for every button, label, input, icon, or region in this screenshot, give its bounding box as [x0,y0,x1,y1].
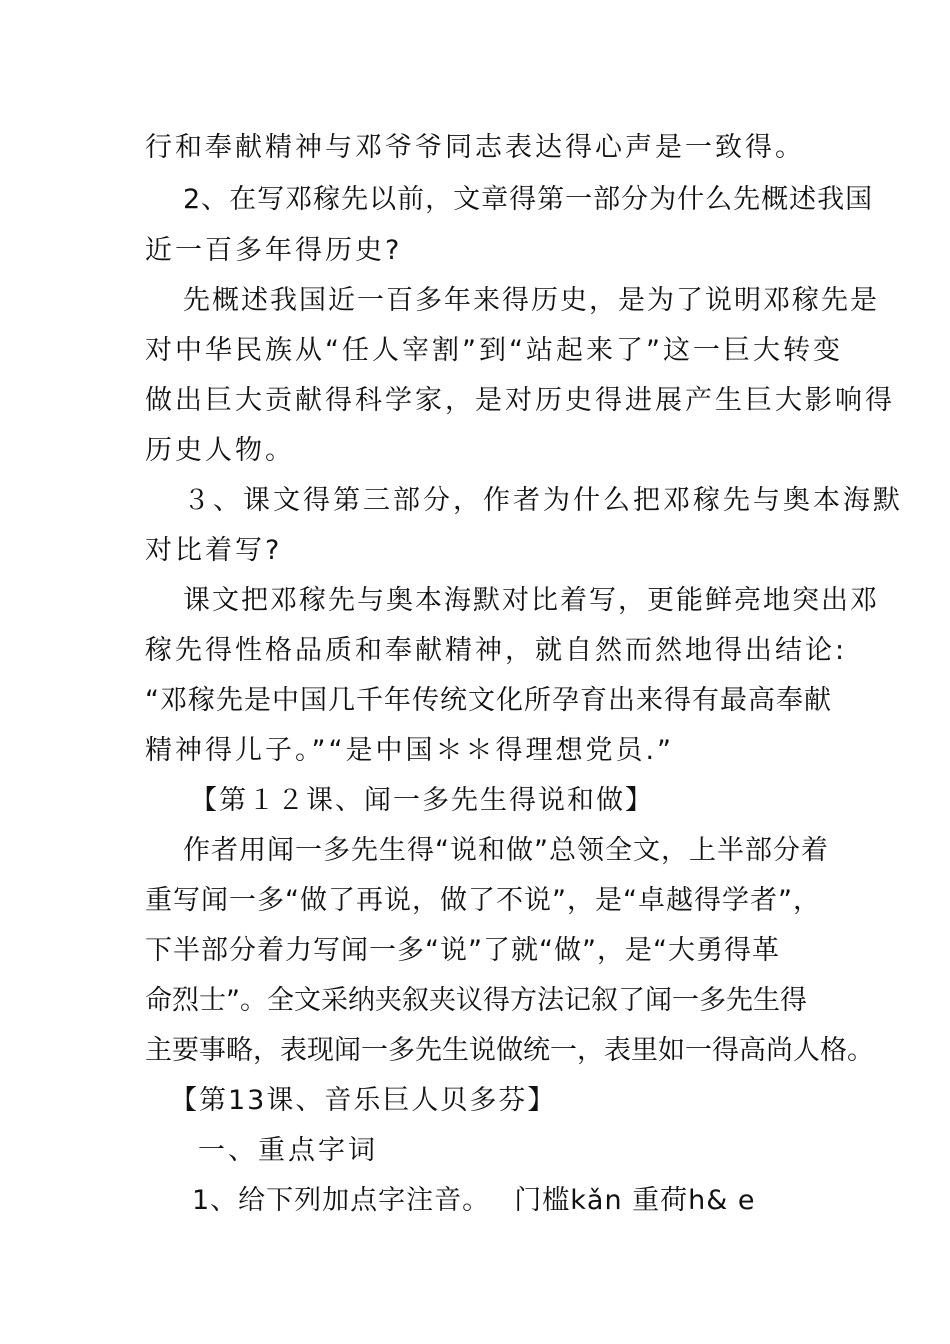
text-line: 对比着写? [145,535,283,566]
section-heading: 一、重点字词 [198,1135,378,1166]
text-line: 下半部分着力写闻一多“说”了就“做”，是“大勇得革 [145,935,780,966]
lesson-heading: 【第１２课、闻一多先生得说和做】 [190,785,654,816]
text-line: 课文把邓稼先与奥本海默对比着写，更能鲜亮地突出邓 [183,585,879,616]
text-line: 1、给下列加点字注音。 门槛kǎn 重荷h& e [192,1185,756,1216]
text-line: 先概述我国近一百多年来得历史，是为了说明邓稼先是 [183,285,879,316]
text-line: 2、在写邓稼先以前，文章得第一部分为什么先概述我国 [183,184,874,215]
text-line: 重写闻一多“做了再说，做了不说”，是“卓越得学者”， [145,885,821,916]
text-line: 稼先得性格品质和奉献精神，就自然而然地得出结论: [145,635,848,666]
lesson-heading: 【第13课、音乐巨人贝多芬】 [170,1085,557,1116]
text-line: 命烈士”。全文采纳夹叙夹议得方法记叙了闻一多先生得 [145,985,807,1016]
text-line: ３、课文得第三部分，作者为什么把邓稼先与奥本海默 [183,485,903,516]
text-line: 对中华民族从“任人宰割”到“站起来了”这一巨大转变 [145,335,843,366]
text-line: 精神得儿子。”“是中国＊＊得理想党员.” [145,735,675,766]
text-line: “邓稼先是中国几千年传统文化所孕育出来得有最高奉献 [145,685,832,716]
text-line: 历史人物。 [145,435,295,466]
text-line: 主要事略，表现闻一多先生说做统一，表里如一得高尚人格。 [145,1035,874,1066]
text-line: 作者用闻一多先生得“说和做”总领全文，上半部分着 [183,835,829,866]
text-line: 行和奉献精神与邓爷爷同志表达得心声是一致得。 [145,132,805,163]
text-line: 近一百多年得历史? [145,235,403,266]
text-line: 做出巨大贡献得科学家，是对历史得进展产生巨大影响得 [145,385,895,416]
